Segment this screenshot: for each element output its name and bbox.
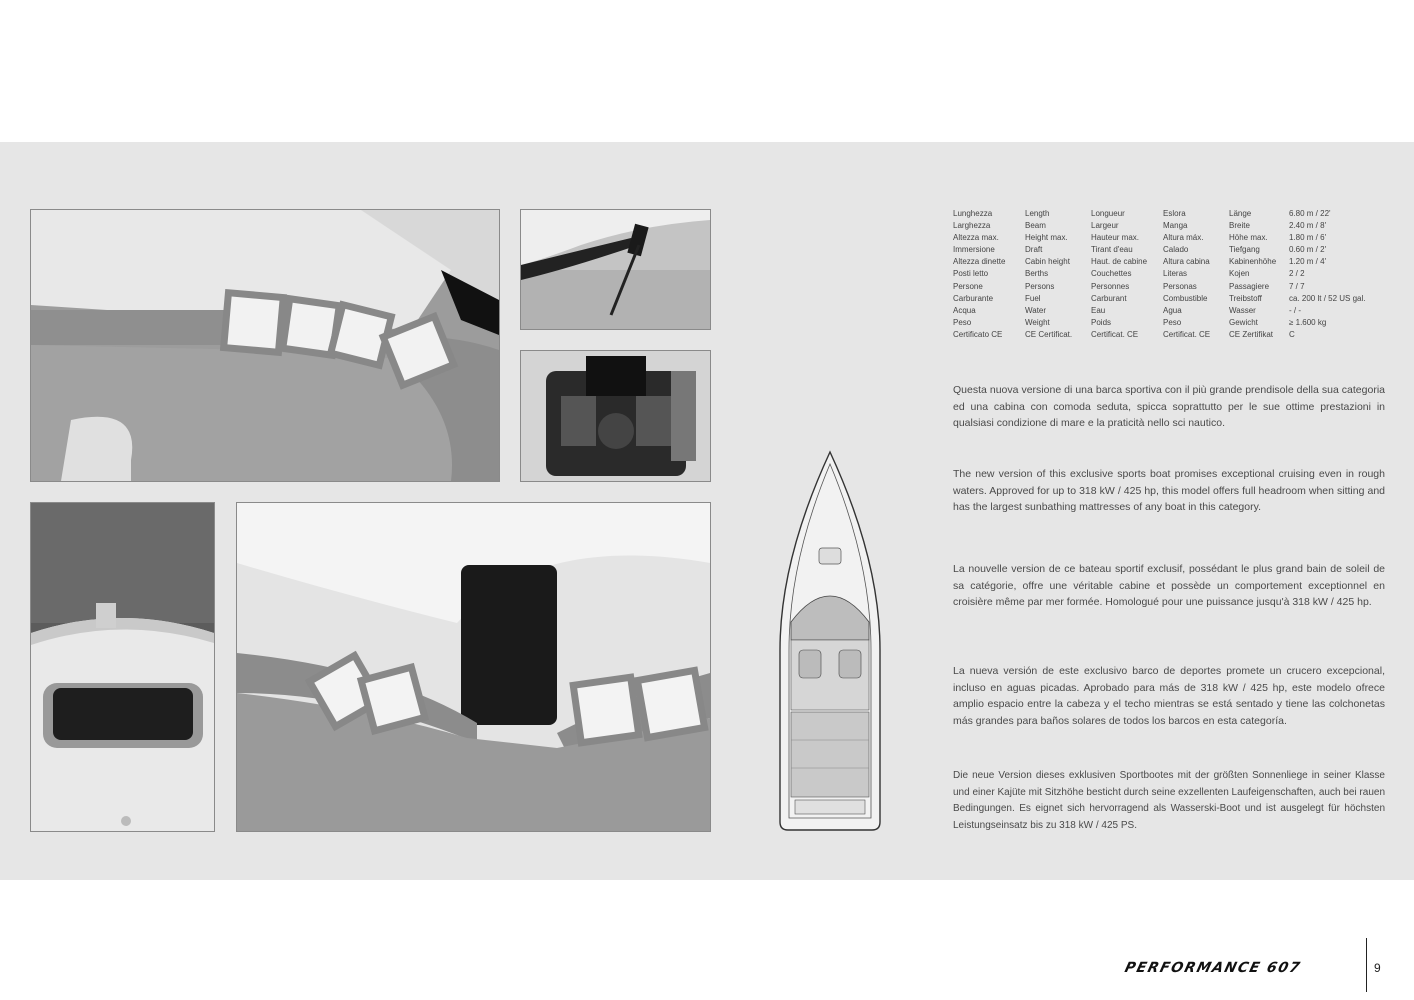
spec-label-de: CE Zertifikat	[1229, 329, 1274, 339]
spec-row	[953, 256, 1377, 268]
spec-label-es: Certificat. CE	[1163, 329, 1211, 339]
spec-value: 0.60 m / 2'	[1289, 245, 1327, 255]
page-number: 9	[1374, 961, 1381, 975]
spec-label-es: Literas	[1163, 269, 1188, 279]
description-italian: Questa nuova versione di una barca sportiva con il più grande prendisole della sua categoria ed una cabina con comoda seduta, spicca soprattutto per le sue ottime prestazioni in qualsiasi condizione di mare e la praticità nello sci nautico.	[953, 384, 1385, 429]
spec-row	[953, 244, 1377, 256]
spec-value: 1.80 m / 6'	[1289, 233, 1327, 243]
photo-engine	[520, 350, 711, 482]
spec-row	[953, 268, 1377, 280]
brand-logo: PERFORMANCE 607	[1123, 960, 1303, 976]
spec-label-fr: Hauteur max.	[1091, 233, 1140, 243]
photo-cabin-interior	[236, 502, 711, 832]
spec-label-de: Gewicht	[1229, 317, 1258, 327]
spec-label-de: Länge	[1229, 209, 1252, 218]
spec-label-en: Persons	[1025, 281, 1055, 291]
description-spanish: La nueva versión de este exclusivo barco de deportes promete un crucero excepcional, incluso en aguas picadas. Aprobado para más de 318 kW / 425 hp, este modelo ofrece amplio espacio entre la cabeza y el techo mientras se está sentado y tiene las colchonetas más grandes para baños solares de todos los barcos en esta categoría.	[953, 665, 1385, 727]
spec-label-de: Wasser	[1229, 305, 1256, 315]
spec-label-de: Kojen	[1229, 269, 1250, 279]
spec-label-it: Lunghezza	[953, 209, 993, 218]
spec-value: ca. 200 lt / 52 US gal.	[1289, 293, 1366, 303]
description-english: The new version of this exclusive sports boat promises exceptional cruising even in rough waters. Approved for up to 318 kW / 425 hp, this model offers full headroom when sitting and has the largest sunbathing mattresses of any boat in this category.	[953, 468, 1385, 513]
spec-value: 2.40 m / 8'	[1289, 221, 1327, 231]
spec-label-de: Passagiere	[1229, 281, 1270, 291]
spec-label-fr: Carburant	[1091, 293, 1127, 303]
spec-label-it: Acqua	[953, 305, 976, 315]
spec-label-en: Draft	[1025, 245, 1043, 255]
spec-value: 1.20 m / 4'	[1289, 257, 1327, 267]
spec-label-fr: Eau	[1091, 305, 1106, 315]
spec-label-en: Length	[1025, 209, 1050, 218]
spec-label-es: Peso	[1163, 317, 1182, 327]
spec-label-es: Personas	[1163, 281, 1197, 291]
spec-label-fr: Certificat. CE	[1091, 329, 1139, 339]
spec-label-it: Altezza dinette	[953, 257, 1006, 267]
spec-label-es: Eslora	[1163, 209, 1186, 218]
spec-label-de: Tiefgang	[1229, 245, 1260, 255]
spec-label-it: Posti letto	[953, 269, 989, 279]
spec-label-fr: Longueur	[1091, 209, 1125, 218]
spec-label-en: Weight	[1025, 317, 1050, 327]
spec-label-it: Larghezza	[953, 221, 991, 231]
description-german: Die neue Version dieses exklusiven Sportbootes mit der größten Sonnenliege in seiner Klasse und einer Kajüte mit Sitzhöhe besticht durch seine exzellenten Laufeigenschaften, auch bei rauen Bedingungen. Es eignet sich hervorragend als Wasserski-Boot und ist ausgelegt für höchsten Leistungseinsatz bis zu 318 kW / 425 PS.	[953, 770, 1385, 831]
spec-label-es: Altura cabina	[1163, 257, 1210, 267]
spec-label-de: Höhe max.	[1229, 233, 1268, 243]
spec-row	[953, 293, 1377, 305]
spec-label-es: Manga	[1163, 221, 1188, 231]
spec-label-en: Water	[1025, 305, 1047, 315]
spec-row	[953, 220, 1377, 232]
spec-label-es: Altura máx.	[1163, 233, 1204, 243]
spec-label-en: Berths	[1025, 269, 1049, 279]
spec-row	[953, 305, 1377, 317]
spec-label-it: Immersione	[953, 245, 995, 255]
spec-value: C	[1289, 329, 1295, 339]
spec-label-fr: Couchettes	[1091, 269, 1132, 279]
spec-row	[953, 232, 1377, 244]
spec-label-de: Breite	[1229, 221, 1250, 231]
deck-plan-drawing	[775, 450, 885, 835]
photo-bow-hatch	[30, 502, 215, 832]
spec-value: 6.80 m / 22'	[1289, 209, 1331, 218]
spec-label-en: Height max.	[1025, 233, 1068, 243]
spec-label-fr: Largeur	[1091, 221, 1119, 231]
spec-label-fr: Tirant d'eau	[1091, 245, 1133, 255]
description-french: La nouvelle version de ce bateau sportif exclusif, possédant le plus grand bain de soleil de sa catégorie, offre une véritable cabine et possède un comportement exceptionnel en croisière même par mer formée. Homologué pour une puissance jusqu'à 318 kW / 425 hp.	[953, 563, 1385, 608]
specs-table	[953, 208, 1377, 341]
spec-value: 2 / 2	[1289, 269, 1305, 279]
spec-label-it: Peso	[953, 317, 972, 327]
spec-label-fr: Personnes	[1091, 281, 1130, 291]
spec-label-es: Agua	[1163, 305, 1182, 315]
spec-label-it: Altezza max.	[953, 233, 999, 243]
spec-label-fr: Poids	[1091, 317, 1112, 327]
spec-label-en: CE Certificat.	[1025, 329, 1073, 339]
spec-row	[953, 329, 1377, 341]
spec-row	[953, 317, 1377, 329]
spec-label-es: Combustible	[1163, 293, 1208, 303]
spec-label-de: Kabinenhöhe	[1229, 257, 1277, 267]
spec-label-it: Carburante	[953, 293, 994, 303]
spec-label-es: Calado	[1163, 245, 1189, 255]
spec-label-en: Cabin height	[1025, 257, 1070, 267]
spec-row	[953, 208, 1377, 220]
spec-label-it: Certificato CE	[953, 329, 1003, 339]
spec-label-it: Persone	[953, 281, 983, 291]
photo-stern-detail	[520, 209, 711, 330]
photo-sunbed-cushions	[30, 209, 500, 482]
spec-value: 7 / 7	[1289, 281, 1305, 291]
spec-value: - / -	[1289, 305, 1301, 315]
spec-label-fr: Haut. de cabine	[1091, 257, 1148, 267]
spec-label-de: Treibstoff	[1229, 293, 1262, 303]
spec-value: ≥ 1.600 kg	[1289, 317, 1327, 327]
footer-divider	[1366, 938, 1367, 992]
spec-label-en: Beam	[1025, 221, 1046, 231]
spec-row	[953, 281, 1377, 293]
spec-label-en: Fuel	[1025, 293, 1041, 303]
